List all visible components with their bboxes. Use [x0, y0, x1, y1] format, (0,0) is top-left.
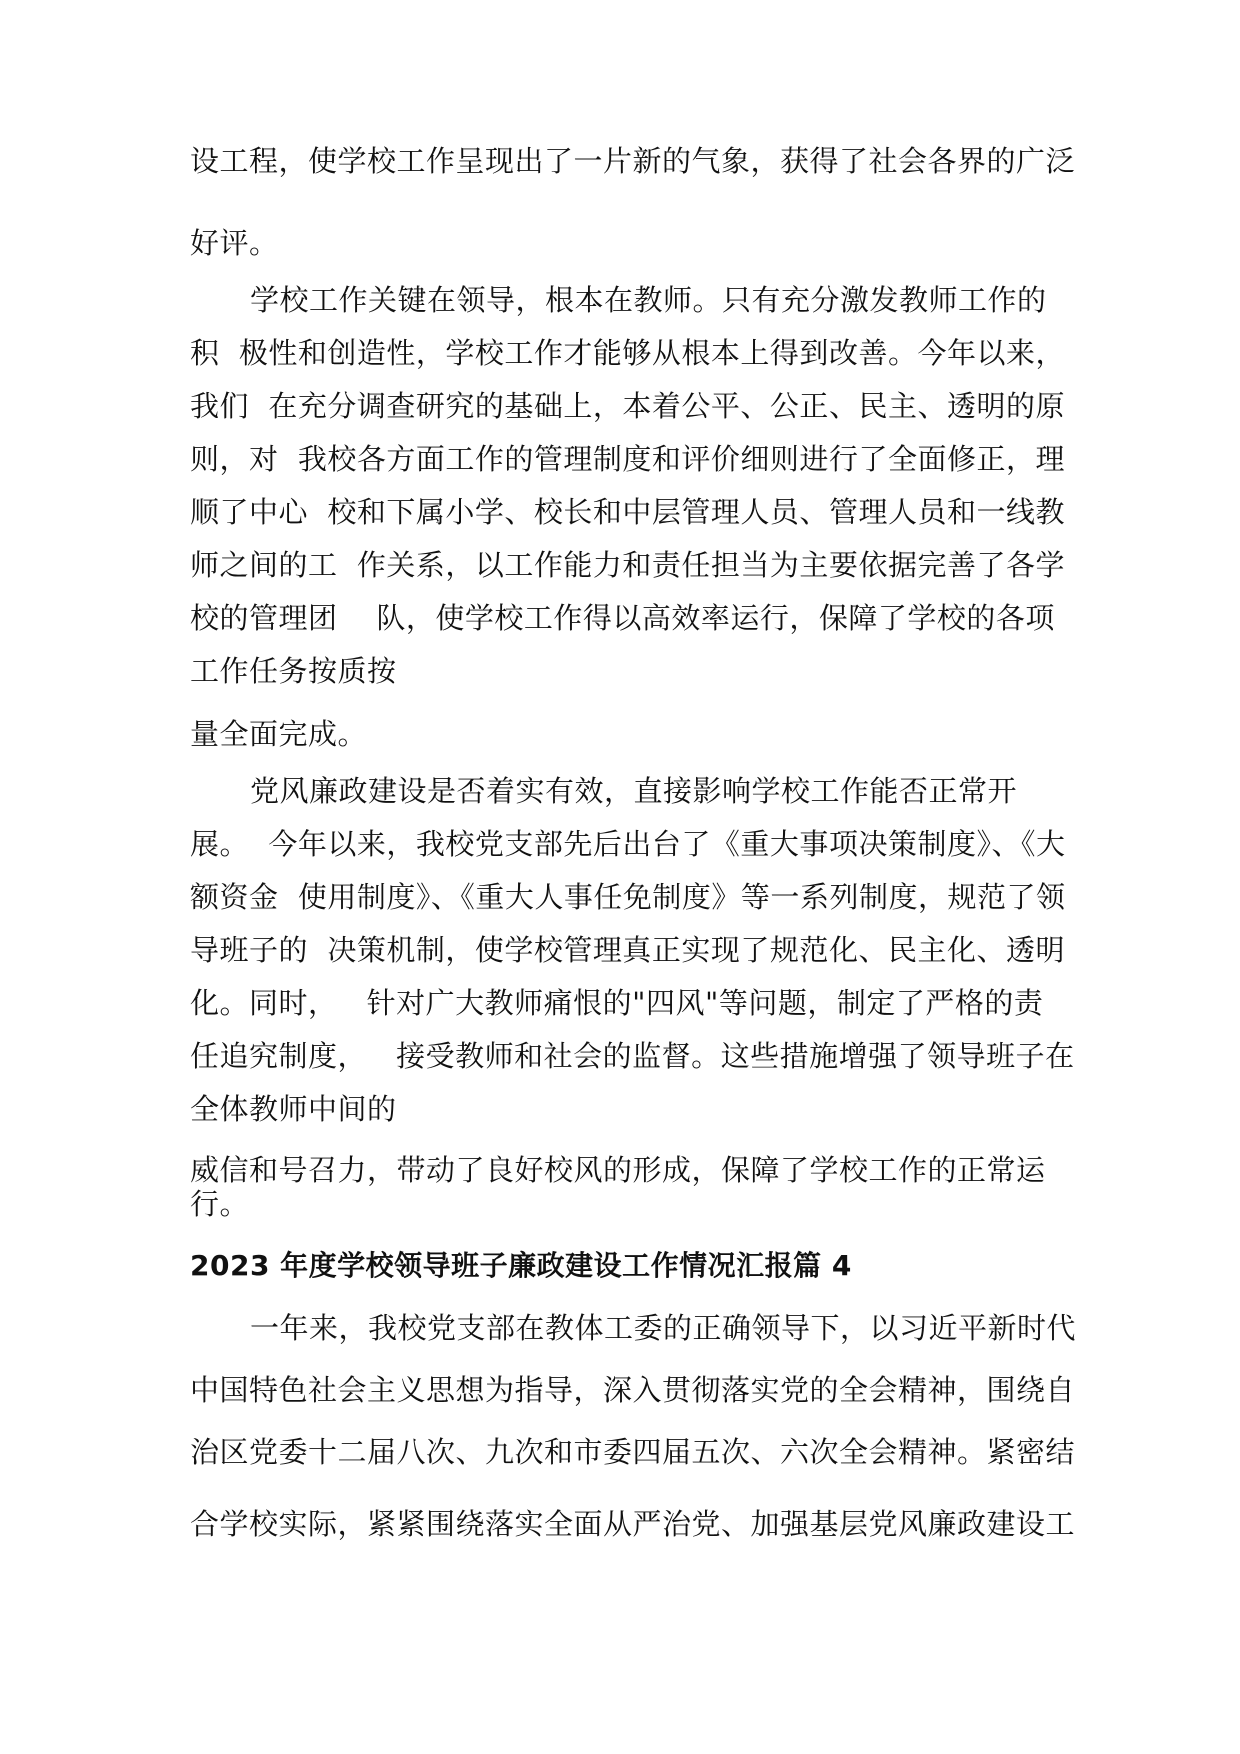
text-line: 行。	[190, 1187, 250, 1221]
text-line: 化。同时， 针对广大教师痛恨的"四风"等问题，制定了严格的责	[190, 986, 1044, 1020]
text-line: 好评。	[190, 226, 279, 260]
text-line: 中国特色社会主义思想为指导，深入贯彻落实党的全会精神，围绕自	[190, 1373, 1076, 1407]
section-heading: 2023 年度学校领导班子廉政建设工作情况汇报篇 4	[190, 1249, 852, 1282]
text-line: 合学校实际，紧紧围绕落实全面从严治党、加强基层党风廉政建设工	[190, 1507, 1076, 1541]
text-line: 校的管理团 队，使学校工作得以高效率运行，保障了学校的各项	[190, 601, 1055, 635]
text-line: 顺了中心 校和下属小学、校长和中层管理人员、管理人员和一线教	[190, 495, 1065, 529]
paragraph-first-line: 一年来，我校党支部在教体工委的正确领导下，以习近平新时代	[250, 1311, 1077, 1345]
text-line: 全体教师中间的	[190, 1092, 397, 1126]
text-line: 师之间的工 作关系，以工作能力和责任担当为主要依据完善了各学	[190, 548, 1065, 582]
text-line: 任追究制度， 接受教师和社会的监督。这些措施增强了领导班子在	[190, 1039, 1075, 1073]
paragraph-first-line: 学校工作关键在领导，根本在教师。只有充分激发教师工作的	[250, 283, 1047, 317]
text-line: 工作任务按质按	[190, 654, 397, 688]
text-line: 我们 在充分调查研究的基础上，本着公平、公正、民主、透明的原	[190, 389, 1065, 423]
text-line: 额资金 使用制度》、《重大人事任免制度》等一系列制度，规范了领	[190, 880, 1066, 914]
text-line: 治区党委十二届八次、九次和市委四届五次、六次全会精神。紧密结	[190, 1435, 1076, 1469]
text-line: 导班子的 决策机制，使学校管理真正实现了规范化、民主化、透明	[190, 933, 1065, 967]
text-line: 则，对 我校各方面工作的管理制度和评价细则进行了全面修正，理	[190, 442, 1065, 476]
text-line: 展。 今年以来，我校党支部先后出台了《重大事项决策制度》、《大	[190, 827, 1066, 861]
text-line: 量全面完成。	[190, 717, 368, 751]
text-line: 威信和号召力，带动了良好校风的形成，保障了学校工作的正常运	[190, 1153, 1046, 1187]
text-line: 设工程，使学校工作呈现出了一片新的气象，获得了社会各界的广泛	[190, 144, 1076, 178]
paragraph-first-line: 党风廉政建设是否着实有效，直接影响学校工作能否正常开	[250, 774, 1018, 808]
text-line: 积 极性和创造性，学校工作才能够从根本上得到改善。今年以来，	[190, 336, 1065, 370]
